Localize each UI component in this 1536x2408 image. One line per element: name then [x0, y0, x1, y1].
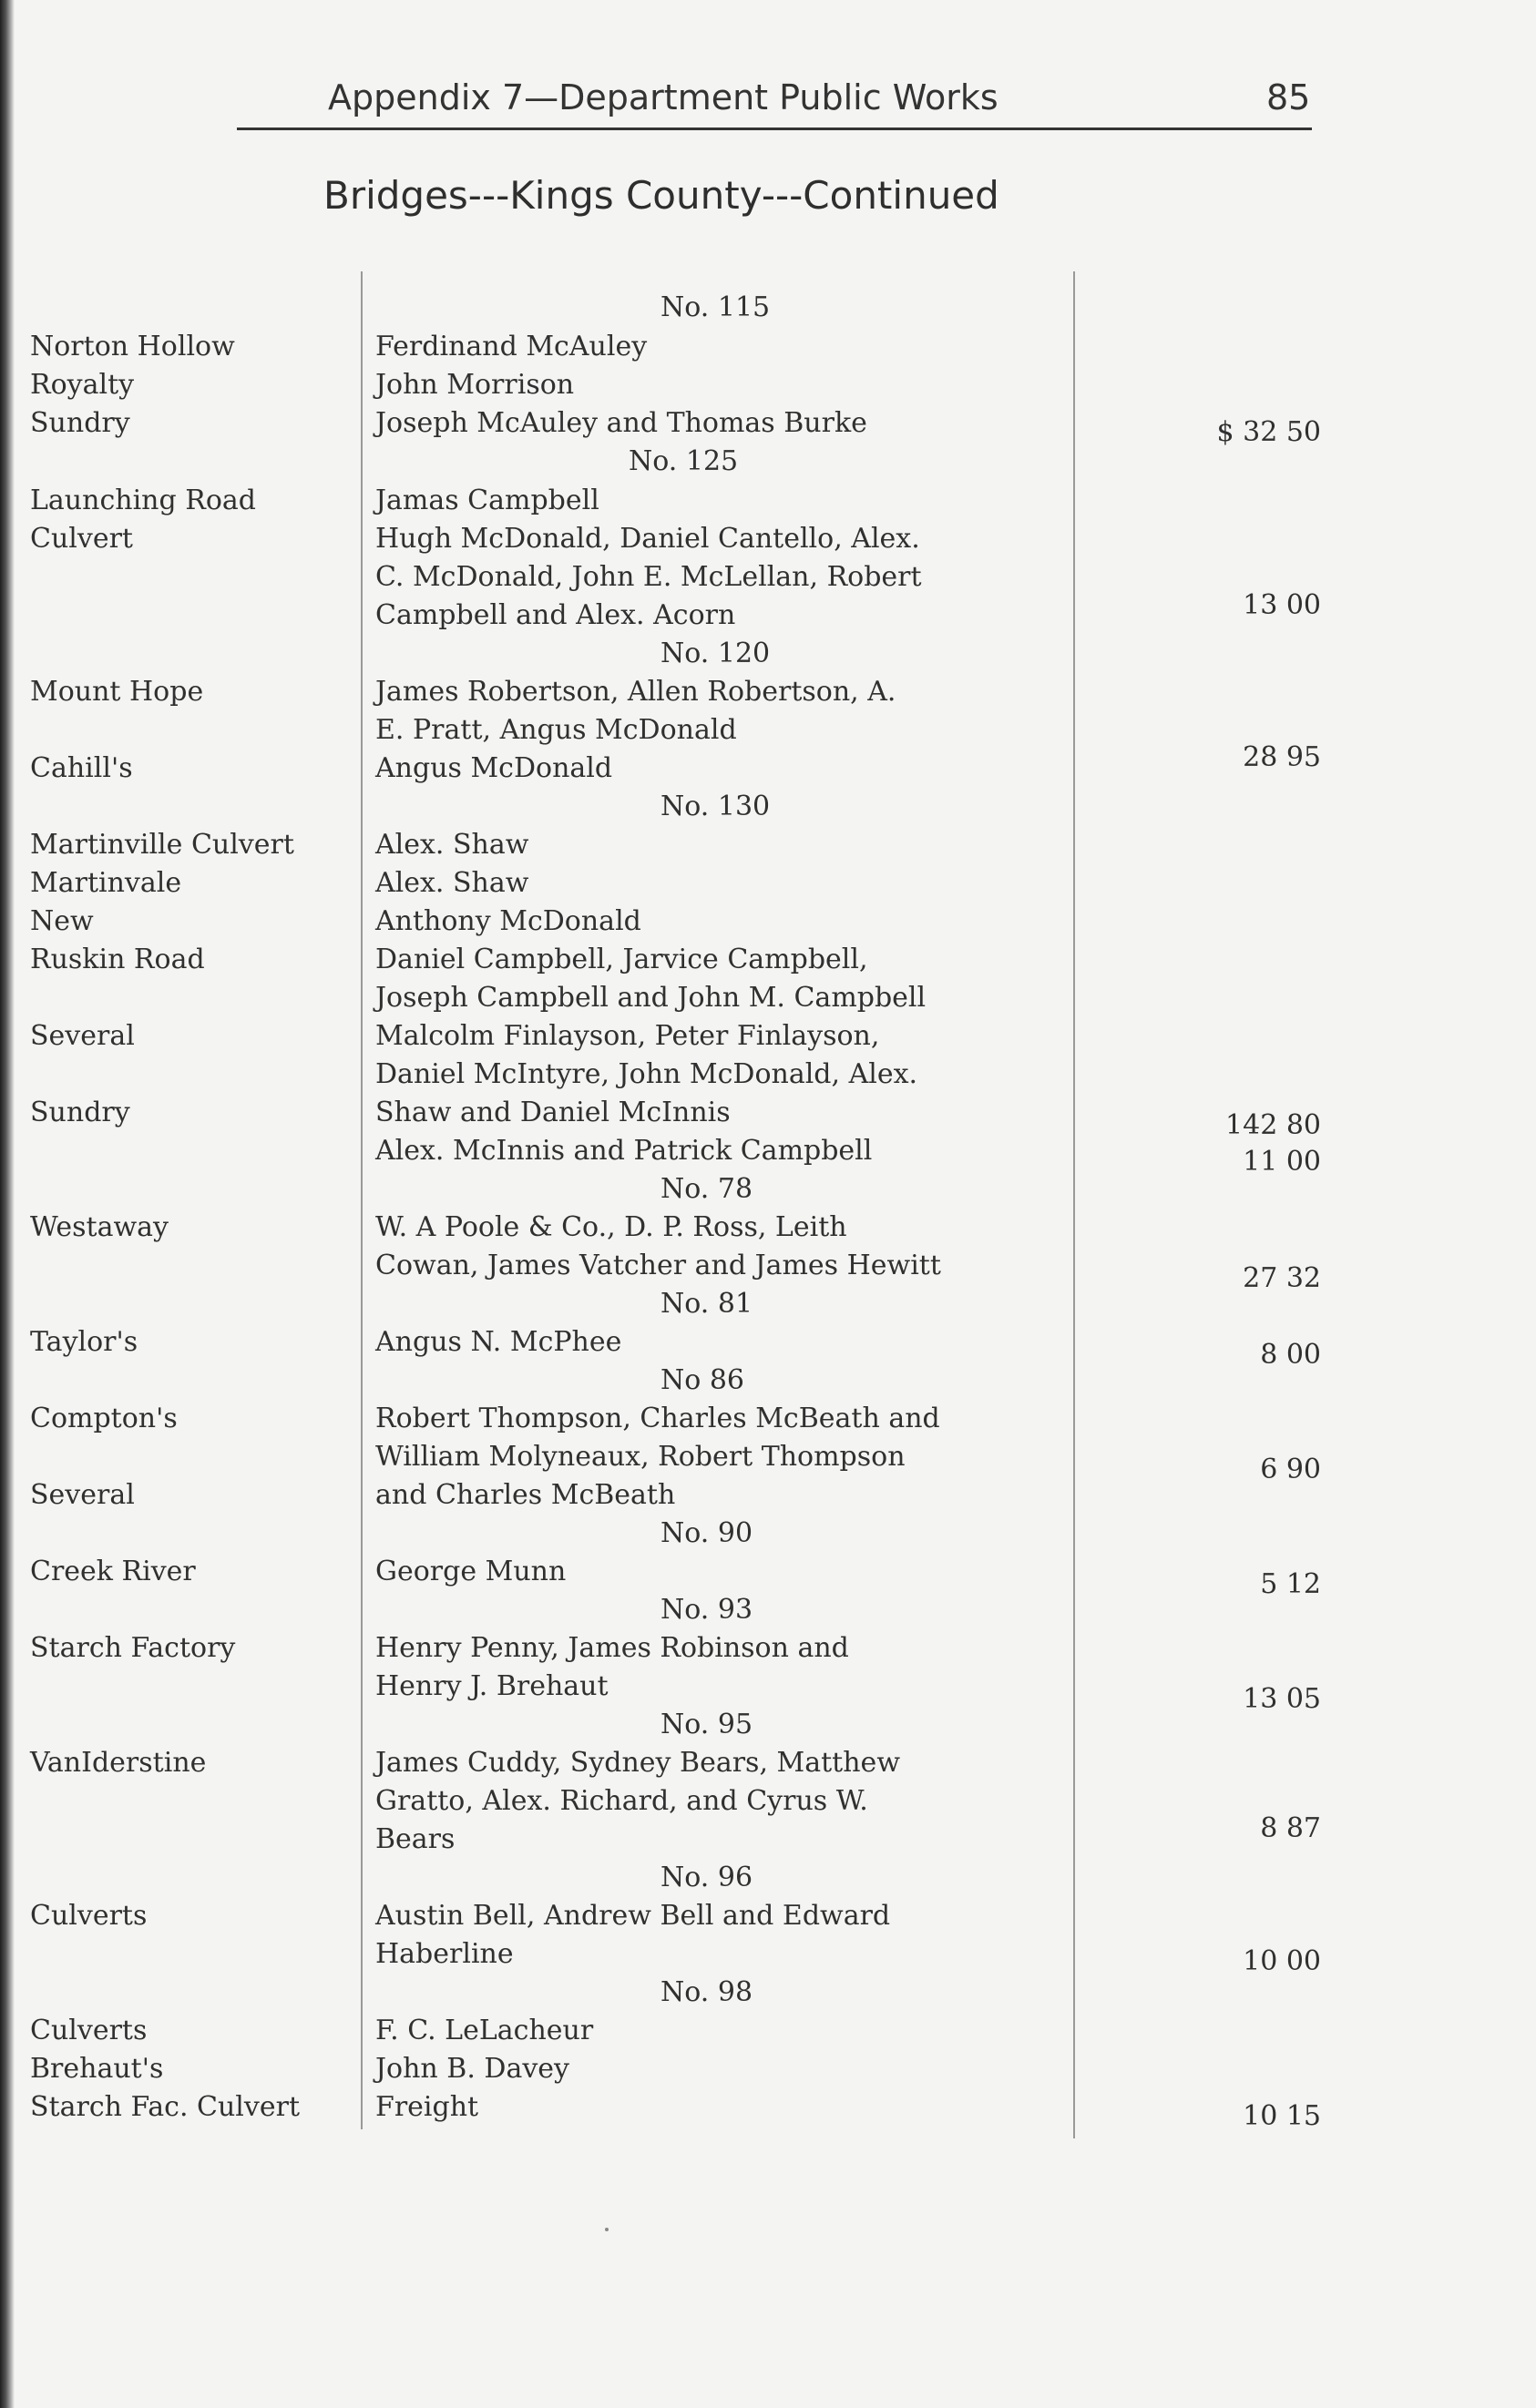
page-number: 85 [1266, 77, 1311, 117]
place-name: VanIderstine [30, 1747, 207, 1779]
place-name: Several [30, 1479, 135, 1511]
amount: 8 00 [1260, 1339, 1321, 1371]
page-binding-edge [0, 0, 15, 2408]
contractor-line: Cowan, James Vatcher and James Hewitt [375, 1250, 941, 1281]
amount: 8 87 [1260, 1812, 1321, 1844]
contractor-line: E. Pratt, Angus McDonald [375, 714, 737, 746]
contractor-line: and Charles McBeath [375, 1479, 676, 1511]
contractor-line: Austin Bell, Andrew Bell and Edward [375, 1900, 891, 1932]
amount: 13 00 [1243, 589, 1321, 621]
contractor-line: Joseph McAuley and Thomas Burke [375, 407, 867, 439]
contractor-line: F. C. LeLacheur [375, 2015, 594, 2046]
running-header [0, 77, 1536, 123]
contract-number: No. 81 [660, 1288, 753, 1320]
amount: $ 32 50 [1216, 416, 1321, 448]
amount: 142 80 [1225, 1109, 1321, 1141]
contractor-line: Gratto, Alex. Richard, and Cyrus W. [375, 1785, 868, 1817]
place-name: Sundry [30, 1097, 130, 1128]
contractor-line: C. McDonald, John E. McLellan, Robert [375, 561, 922, 593]
contractor-line: Alex. Shaw [375, 867, 529, 899]
ink-speck [605, 2228, 609, 2231]
amount: 13 05 [1243, 1683, 1321, 1715]
place-name: Royalty [30, 369, 135, 401]
column-divider-right [1073, 271, 1075, 2138]
amount: 27 32 [1243, 1262, 1321, 1294]
contract-number: No. 130 [660, 791, 771, 822]
contractor-line: Daniel Campbell, Jarvice Campbell, [375, 944, 868, 975]
contractor-line: Henry Penny, James Robinson and [375, 1632, 849, 1664]
place-name: Sundry [30, 407, 130, 439]
place-name: Creek River [30, 1556, 196, 1587]
contractor-line: W. A Poole & Co., D. P. Ross, Leith [375, 1211, 847, 1243]
contractor-line: James Robertson, Allen Robertson, A. [375, 676, 896, 708]
contractor-line: Freight [375, 2091, 479, 2123]
place-name: Launching Road [30, 485, 256, 516]
contractor-line: Ferdinand McAuley [375, 331, 648, 362]
contractor-line: Henry J. Brehaut [375, 1670, 609, 1702]
amount: 11 00 [1243, 1146, 1321, 1178]
contract-number: No 86 [660, 1364, 745, 1396]
contractor-line: Malcolm Finlayson, Peter Finlayson, [375, 1020, 880, 1052]
contract-number: No. 96 [660, 1862, 753, 1893]
place-name: Culverts [30, 1900, 148, 1932]
contract-number: No. 93 [660, 1594, 753, 1626]
amount: 28 95 [1243, 741, 1321, 773]
place-name: Taylor's [30, 1326, 138, 1358]
place-name: Several [30, 1020, 135, 1052]
header-rule [237, 128, 1312, 130]
contract-number: No. 98 [660, 1976, 753, 2008]
contractor-line: Alex. McInnis and Patrick Campbell [375, 1135, 873, 1167]
contractor-line: Hugh McDonald, Daniel Cantello, Alex. [375, 523, 920, 555]
amount: 5 12 [1260, 1568, 1321, 1600]
contractor-line: Shaw and Daniel McInnis [375, 1097, 731, 1128]
running-header-title: Appendix 7—Department Public Works [328, 77, 998, 117]
place-name: New [30, 905, 94, 937]
contractor-line: Robert Thompson, Charles McBeath and [375, 1403, 940, 1434]
contractor-line: Angus McDonald [375, 752, 613, 784]
place-name: Starch Fac. Culvert [30, 2091, 301, 2123]
contractor-line: Anthony McDonald [375, 905, 641, 937]
amount: 10 15 [1243, 2100, 1321, 2132]
amount: 10 00 [1243, 1945, 1321, 1977]
place-name: Westaway [30, 1211, 169, 1243]
contract-number: No. 115 [660, 291, 771, 323]
amount: 6 90 [1260, 1454, 1321, 1485]
section-subtitle: Bridges---Kings County---Continued [323, 173, 999, 218]
place-name: Cahill's [30, 752, 133, 784]
place-name: Norton Hollow [30, 331, 235, 362]
contractor-line: Joseph Campbell and John M. Campbell [375, 982, 927, 1014]
contractor-line: James Cuddy, Sydney Bears, Matthew [375, 1747, 900, 1779]
place-name: Culvert [30, 523, 133, 555]
contract-number: No. 120 [660, 638, 771, 669]
contractor-line: Haberline [375, 1938, 514, 1970]
contract-number: No. 125 [629, 445, 739, 477]
contractor-line: Jamas Campbell [375, 485, 599, 516]
contractor-line: John B. Davey [375, 2053, 569, 2085]
contractor-line: John Morrison [375, 369, 575, 401]
place-name: Martinvale [30, 867, 182, 899]
contractor-line: George Munn [375, 1556, 567, 1587]
contract-number: No. 95 [660, 1709, 753, 1740]
place-name: Martinville Culvert [30, 829, 294, 861]
contractor-line: Alex. Shaw [375, 829, 529, 861]
contractor-line: Bears [375, 1823, 456, 1855]
place-name: Mount Hope [30, 676, 204, 708]
contract-number: No. 90 [660, 1517, 753, 1549]
column-divider-left [361, 271, 363, 2129]
contractor-line: Daniel McIntyre, John McDonald, Alex. [375, 1058, 918, 1090]
contractor-line: Angus N. McPhee [375, 1326, 622, 1358]
place-name: Ruskin Road [30, 944, 205, 975]
place-name: Culverts [30, 2015, 148, 2046]
place-name: Brehaut's [30, 2053, 164, 2085]
place-name: Compton's [30, 1403, 178, 1434]
place-name: Starch Factory [30, 1632, 236, 1664]
contractor-line: Campbell and Alex. Acorn [375, 599, 736, 631]
contractor-line: William Molyneaux, Robert Thompson [375, 1441, 906, 1473]
contract-number: No. 78 [660, 1173, 753, 1205]
